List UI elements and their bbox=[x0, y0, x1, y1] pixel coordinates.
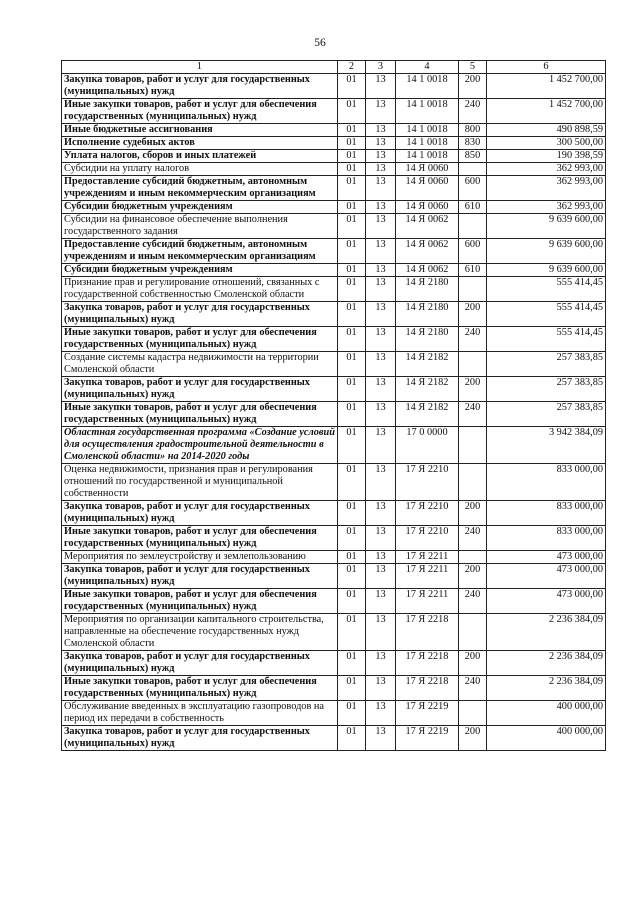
row-name: Уплата налогов, сборов и иных платежей bbox=[62, 150, 338, 163]
header-row bbox=[62, 61, 606, 74]
budget-table bbox=[61, 60, 606, 751]
row-target-code: 14 Я 2182 bbox=[396, 377, 459, 402]
row-section: 01 bbox=[338, 124, 366, 137]
row-expense-type: 240 bbox=[459, 676, 487, 701]
table-row bbox=[62, 726, 606, 751]
row-subsection: 13 bbox=[366, 201, 396, 214]
table-row bbox=[62, 137, 606, 150]
row-name: Создание системы кадастра недвижимости на территории Смоленской области bbox=[62, 352, 338, 377]
row-section: 01 bbox=[338, 302, 366, 327]
row-subsection: 13 bbox=[366, 163, 396, 176]
row-name: Иные закупки товаров, работ и услуг для обеспечения государственных (муниципальных) нужд bbox=[62, 676, 338, 701]
row-expense-type: 830 bbox=[459, 137, 487, 150]
row-target-code: 17 Я 2210 bbox=[396, 501, 459, 526]
row-expense-type bbox=[459, 427, 487, 464]
row-target-code: 14 Я 2180 bbox=[396, 302, 459, 327]
row-target-code: 14 Я 0062 bbox=[396, 264, 459, 277]
row-amount: 257 383,85 bbox=[487, 402, 606, 427]
row-section: 01 bbox=[338, 74, 366, 99]
row-target-code: 17 Я 2211 bbox=[396, 551, 459, 564]
row-amount: 3 942 384,09 bbox=[487, 427, 606, 464]
row-amount: 555 414,45 bbox=[487, 277, 606, 302]
row-subsection: 13 bbox=[366, 377, 396, 402]
table-row bbox=[62, 264, 606, 277]
row-amount: 9 639 600,00 bbox=[487, 264, 606, 277]
row-amount: 1 452 700,00 bbox=[487, 99, 606, 124]
row-expense-type bbox=[459, 352, 487, 377]
row-subsection: 13 bbox=[366, 124, 396, 137]
row-name: Исполнение судебных актов bbox=[62, 137, 338, 150]
row-name: Субсидии на уплату налогов bbox=[62, 163, 338, 176]
row-name: Иные закупки товаров, работ и услуг для обеспечения государственных (муниципальных) нужд bbox=[62, 99, 338, 124]
row-amount: 555 414,45 bbox=[487, 327, 606, 352]
row-amount: 2 236 384,09 bbox=[487, 676, 606, 701]
row-subsection: 13 bbox=[366, 277, 396, 302]
row-section: 01 bbox=[338, 589, 366, 614]
row-target-code: 17 Я 2210 bbox=[396, 464, 459, 501]
table-row bbox=[62, 327, 606, 352]
table-row bbox=[62, 176, 606, 201]
row-subsection: 13 bbox=[366, 264, 396, 277]
row-section: 01 bbox=[338, 551, 366, 564]
row-expense-type: 600 bbox=[459, 176, 487, 201]
header-col-2: 2 bbox=[338, 61, 366, 74]
table-row bbox=[62, 239, 606, 264]
row-name: Закупка товаров, работ и услуг для государственных (муниципальных) нужд bbox=[62, 302, 338, 327]
row-amount: 257 383,85 bbox=[487, 377, 606, 402]
row-target-code: 14 Я 0062 bbox=[396, 239, 459, 264]
table-row bbox=[62, 589, 606, 614]
table-row bbox=[62, 501, 606, 526]
row-expense-type: 200 bbox=[459, 377, 487, 402]
row-amount: 9 639 600,00 bbox=[487, 239, 606, 264]
row-amount: 9 639 600,00 bbox=[487, 214, 606, 239]
header-col-4: 4 bbox=[396, 61, 459, 74]
row-expense-type: 600 bbox=[459, 239, 487, 264]
row-expense-type bbox=[459, 551, 487, 564]
row-amount: 190 398,59 bbox=[487, 150, 606, 163]
row-name: Обслуживание введенных в эксплуатацию газопроводов на период их передачи в собственность bbox=[62, 701, 338, 726]
row-expense-type: 240 bbox=[459, 402, 487, 427]
row-target-code: 17 Я 2211 bbox=[396, 589, 459, 614]
row-section: 01 bbox=[338, 352, 366, 377]
table-row bbox=[62, 651, 606, 676]
row-subsection: 13 bbox=[366, 214, 396, 239]
row-amount: 490 898,59 bbox=[487, 124, 606, 137]
row-section: 01 bbox=[338, 676, 366, 701]
row-target-code: 14 Я 0060 bbox=[396, 201, 459, 214]
table-row bbox=[62, 201, 606, 214]
row-name: Иные закупки товаров, работ и услуг для обеспечения государственных (муниципальных) нужд bbox=[62, 327, 338, 352]
row-subsection: 13 bbox=[366, 427, 396, 464]
row-expense-type: 200 bbox=[459, 651, 487, 676]
row-name: Закупка товаров, работ и услуг для государственных (муниципальных) нужд bbox=[62, 564, 338, 589]
row-name: Иные закупки товаров, работ и услуг для обеспечения государственных (муниципальных) нужд bbox=[62, 402, 338, 427]
row-amount: 473 000,00 bbox=[487, 551, 606, 564]
row-expense-type: 240 bbox=[459, 589, 487, 614]
row-name: Субсидии бюджетным учреждениям bbox=[62, 201, 338, 214]
row-target-code: 14 1 0018 bbox=[396, 150, 459, 163]
row-section: 01 bbox=[338, 214, 366, 239]
row-target-code: 14 Я 0062 bbox=[396, 214, 459, 239]
row-subsection: 13 bbox=[366, 676, 396, 701]
row-expense-type bbox=[459, 277, 487, 302]
row-target-code: 14 1 0018 bbox=[396, 137, 459, 150]
row-section: 01 bbox=[338, 264, 366, 277]
row-target-code: 17 Я 2211 bbox=[396, 564, 459, 589]
row-target-code: 14 1 0018 bbox=[396, 124, 459, 137]
row-amount: 2 236 384,09 bbox=[487, 614, 606, 651]
table-row bbox=[62, 74, 606, 99]
row-name: Иные бюджетные ассигнования bbox=[62, 124, 338, 137]
row-target-code: 14 Я 2182 bbox=[396, 352, 459, 377]
row-name: Закупка товаров, работ и услуг для государственных (муниципальных) нужд bbox=[62, 501, 338, 526]
row-amount: 833 000,00 bbox=[487, 501, 606, 526]
row-subsection: 13 bbox=[366, 651, 396, 676]
row-section: 01 bbox=[338, 614, 366, 651]
row-section: 01 bbox=[338, 726, 366, 751]
row-subsection: 13 bbox=[366, 99, 396, 124]
header-col-6: 6 bbox=[487, 61, 606, 74]
row-target-code: 14 Я 2180 bbox=[396, 327, 459, 352]
table-row bbox=[62, 464, 606, 501]
row-expense-type: 800 bbox=[459, 124, 487, 137]
row-section: 01 bbox=[338, 150, 366, 163]
row-expense-type: 200 bbox=[459, 564, 487, 589]
row-expense-type: 240 bbox=[459, 526, 487, 551]
row-amount: 473 000,00 bbox=[487, 564, 606, 589]
row-section: 01 bbox=[338, 201, 366, 214]
row-amount: 362 993,00 bbox=[487, 163, 606, 176]
row-subsection: 13 bbox=[366, 589, 396, 614]
row-expense-type bbox=[459, 214, 487, 239]
row-amount: 400 000,00 bbox=[487, 701, 606, 726]
row-section: 01 bbox=[338, 564, 366, 589]
row-section: 01 bbox=[338, 464, 366, 501]
row-name: Закупка товаров, работ и услуг для государственных (муниципальных) нужд bbox=[62, 74, 338, 99]
row-section: 01 bbox=[338, 501, 366, 526]
row-name: Мероприятия по землеустройству и землепользованию bbox=[62, 551, 338, 564]
row-target-code: 17 Я 2219 bbox=[396, 726, 459, 751]
row-subsection: 13 bbox=[366, 74, 396, 99]
row-target-code: 14 Я 2182 bbox=[396, 402, 459, 427]
row-name: Иные закупки товаров, работ и услуг для обеспечения государственных (муниципальных) нужд bbox=[62, 589, 338, 614]
row-target-code: 17 Я 2219 bbox=[396, 701, 459, 726]
row-name: Субсидии бюджетным учреждениям bbox=[62, 264, 338, 277]
table-row bbox=[62, 701, 606, 726]
row-subsection: 13 bbox=[366, 239, 396, 264]
row-expense-type: 200 bbox=[459, 302, 487, 327]
page-number: 56 bbox=[314, 37, 326, 49]
row-section: 01 bbox=[338, 651, 366, 676]
row-subsection: 13 bbox=[366, 137, 396, 150]
row-amount: 362 993,00 bbox=[487, 176, 606, 201]
row-expense-type: 610 bbox=[459, 201, 487, 214]
row-section: 01 bbox=[338, 402, 366, 427]
row-name: Субсидии на финансовое обеспечение выполнения государственного задания bbox=[62, 214, 338, 239]
header-col-5: 5 bbox=[459, 61, 487, 74]
table-row bbox=[62, 427, 606, 464]
row-expense-type: 850 bbox=[459, 150, 487, 163]
table-row bbox=[62, 214, 606, 239]
row-amount: 362 993,00 bbox=[487, 201, 606, 214]
table-row bbox=[62, 614, 606, 651]
header-col-3: 3 bbox=[366, 61, 396, 74]
table-row bbox=[62, 277, 606, 302]
row-target-code: 14 Я 0060 bbox=[396, 176, 459, 201]
row-expense-type bbox=[459, 614, 487, 651]
row-expense-type bbox=[459, 163, 487, 176]
row-subsection: 13 bbox=[366, 327, 396, 352]
table-row bbox=[62, 377, 606, 402]
table-row bbox=[62, 564, 606, 589]
row-name: Предоставление субсидий бюджетным, автономным учреждениям и иным некоммерческим организациям bbox=[62, 239, 338, 264]
table-row bbox=[62, 150, 606, 163]
row-section: 01 bbox=[338, 176, 366, 201]
row-subsection: 13 bbox=[366, 726, 396, 751]
row-name: Закупка товаров, работ и услуг для государственных (муниципальных) нужд bbox=[62, 377, 338, 402]
row-expense-type bbox=[459, 464, 487, 501]
row-amount: 2 236 384,09 bbox=[487, 651, 606, 676]
row-target-code: 14 1 0018 bbox=[396, 74, 459, 99]
row-expense-type: 610 bbox=[459, 264, 487, 277]
row-name: Областная государственная программа «Создание условий для осуществления градостроительной деятельности в Смоленской области» на 2014-2020 годы bbox=[62, 427, 338, 464]
row-subsection: 13 bbox=[366, 176, 396, 201]
row-name: Закупка товаров, работ и услуг для государственных (муниципальных) нужд bbox=[62, 726, 338, 751]
table-row bbox=[62, 124, 606, 137]
table-row bbox=[62, 302, 606, 327]
row-subsection: 13 bbox=[366, 564, 396, 589]
table-row bbox=[62, 402, 606, 427]
row-name: Иные закупки товаров, работ и услуг для обеспечения государственных (муниципальных) нужд bbox=[62, 526, 338, 551]
header-col-1: 1 bbox=[62, 61, 338, 74]
row-subsection: 13 bbox=[366, 464, 396, 501]
row-target-code: 14 Я 0060 bbox=[396, 163, 459, 176]
row-section: 01 bbox=[338, 427, 366, 464]
row-name: Предоставление субсидий бюджетным, автономным учреждениям и иным некоммерческим организациям bbox=[62, 176, 338, 201]
row-expense-type: 240 bbox=[459, 99, 487, 124]
row-section: 01 bbox=[338, 239, 366, 264]
row-amount: 555 414,45 bbox=[487, 302, 606, 327]
row-name: Признание прав и регулирование отношений, связанных с государственной собственностью Смоленской области bbox=[62, 277, 338, 302]
row-section: 01 bbox=[338, 163, 366, 176]
row-target-code: 17 Я 2218 bbox=[396, 676, 459, 701]
row-expense-type: 200 bbox=[459, 726, 487, 751]
row-subsection: 13 bbox=[366, 701, 396, 726]
row-expense-type: 200 bbox=[459, 74, 487, 99]
row-section: 01 bbox=[338, 701, 366, 726]
row-section: 01 bbox=[338, 277, 366, 302]
table-row bbox=[62, 551, 606, 564]
table-row bbox=[62, 676, 606, 701]
row-subsection: 13 bbox=[366, 614, 396, 651]
row-amount: 257 383,85 bbox=[487, 352, 606, 377]
table-row bbox=[62, 526, 606, 551]
row-section: 01 bbox=[338, 99, 366, 124]
row-target-code: 14 Я 2180 bbox=[396, 277, 459, 302]
row-subsection: 13 bbox=[366, 551, 396, 564]
row-section: 01 bbox=[338, 327, 366, 352]
row-amount: 833 000,00 bbox=[487, 464, 606, 501]
row-name: Оценка недвижимости, признания прав и регулирования отношений по государственной и муниципальной собственности bbox=[62, 464, 338, 501]
row-section: 01 bbox=[338, 377, 366, 402]
row-expense-type: 200 bbox=[459, 501, 487, 526]
row-target-code: 17 Я 2218 bbox=[396, 651, 459, 676]
row-amount: 833 000,00 bbox=[487, 526, 606, 551]
row-subsection: 13 bbox=[366, 352, 396, 377]
row-subsection: 13 bbox=[366, 150, 396, 163]
row-amount: 1 452 700,00 bbox=[487, 74, 606, 99]
row-target-code: 17 Я 2218 bbox=[396, 614, 459, 651]
row-amount: 473 000,00 bbox=[487, 589, 606, 614]
table-row bbox=[62, 163, 606, 176]
row-target-code: 14 1 0018 bbox=[396, 99, 459, 124]
row-amount: 400 000,00 bbox=[487, 726, 606, 751]
row-target-code: 17 Я 2210 bbox=[396, 526, 459, 551]
row-section: 01 bbox=[338, 137, 366, 150]
row-section: 01 bbox=[338, 526, 366, 551]
row-subsection: 13 bbox=[366, 402, 396, 427]
row-expense-type: 240 bbox=[459, 327, 487, 352]
row-subsection: 13 bbox=[366, 302, 396, 327]
row-subsection: 13 bbox=[366, 501, 396, 526]
table-row bbox=[62, 99, 606, 124]
row-name: Закупка товаров, работ и услуг для государственных (муниципальных) нужд bbox=[62, 651, 338, 676]
table-row bbox=[62, 352, 606, 377]
row-name: Мероприятия по организации капитального строительства, направленные на обеспечение государственных нужд Смоленской области bbox=[62, 614, 338, 651]
row-target-code: 17 0 0000 bbox=[396, 427, 459, 464]
row-amount: 300 500,00 bbox=[487, 137, 606, 150]
row-expense-type bbox=[459, 701, 487, 726]
row-subsection: 13 bbox=[366, 526, 396, 551]
